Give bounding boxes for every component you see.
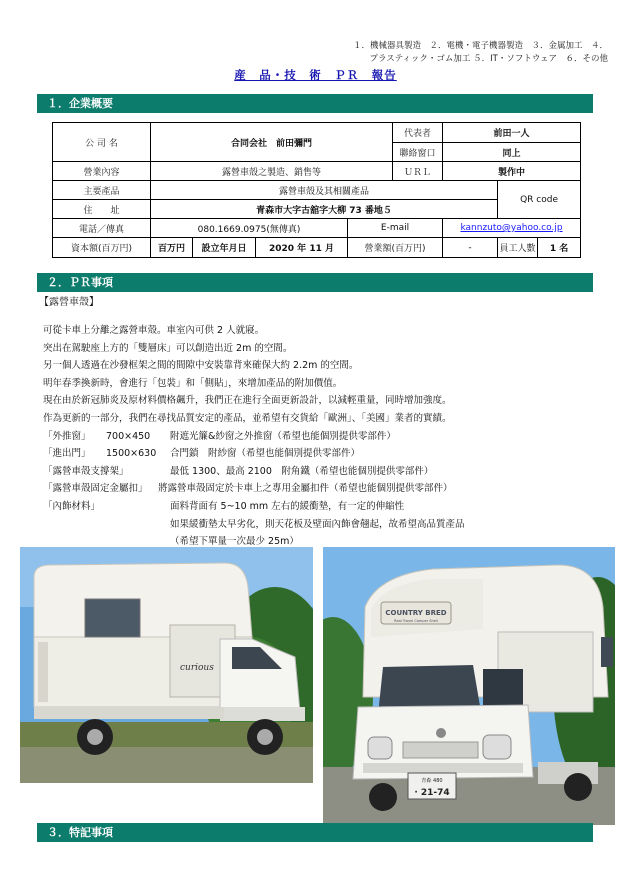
product-spec: 1500×630 (106, 448, 157, 460)
product-spec: 700×450 (106, 430, 151, 442)
qr-code-label: QR code (498, 181, 581, 219)
product-desc: 面料背面有 5~10 mm 左右的緩衝墊，有一定的伸縮性 (170, 500, 405, 512)
product-name: 「內飾材料」 (43, 500, 101, 512)
product-item (43, 428, 603, 446)
employees: 1 名 (538, 238, 581, 258)
pr-subheading: 【露營車殼】 (39, 297, 99, 308)
section-special-notes: ３．特記事項 (37, 823, 593, 842)
address: 青森市大字古舘字大柳 73 番地５ (151, 200, 498, 219)
address-label: 住 址 (53, 200, 151, 219)
section-pr-items: ２．ＰＲ事項 (37, 273, 593, 292)
product-item (43, 480, 603, 498)
product-desc: 附遮光簾&紗窗之外推窗（希望也能個別提供零部件） (170, 430, 396, 442)
contact-label: 聯絡窗口 (393, 143, 443, 162)
products-label: 主要產品 (53, 181, 151, 200)
business-label: 營業內容 (53, 162, 151, 181)
document-title: 産 品・技 術 ＰＲ 報告 (234, 68, 397, 82)
pr-paragraph-line: 明年春季換新時，會進行「包裝」和「側貼」，來增加產品的附加價值。 (43, 377, 343, 389)
product-desc: 合門鎖 附紗窗（希望也能個別提供零部件） (170, 448, 361, 460)
plate-number: · 21-74 (414, 788, 450, 798)
product-desc: 最低 1300、最高 2100 附角鐵（希望也能個別提供零部件） (170, 465, 434, 477)
categories-line-1: １．機械器具製造 ２．電機・電子機器製造 ３．金属加工 ４． (352, 41, 608, 51)
capital: 百万円 (151, 238, 193, 258)
product-item (43, 498, 603, 516)
contact: 同上 (443, 143, 581, 162)
email-label: E-mail (348, 219, 443, 238)
product-name: 「外推窗」 (43, 430, 91, 442)
representative-label: 代表者 (393, 123, 443, 143)
representative: 前田一人 (443, 123, 581, 143)
camper-photo-side (20, 547, 313, 783)
product-extra-line: （希望下單量一次最少 25m） (170, 536, 299, 548)
product-name: 「進出門」 (43, 448, 91, 460)
product-extra-line: 如果緩衝墊太早劣化，則天花板及壁面內飾會翹起，故希望高品質產品 (170, 518, 465, 530)
product-name: 「露營車殼固定金屬扣」 (43, 483, 148, 495)
section-company-overview: １．企業概要 (37, 94, 593, 113)
business-content: 露營車殼之製造、銷售等 (151, 162, 393, 181)
product-item (43, 463, 603, 481)
pr-body (43, 322, 603, 551)
founded: 2020 年 11 月 (256, 238, 348, 258)
pr-paragraph-line: 突出在駕駛座上方的「雙層床」可以創造出近 2m 的空間。 (43, 342, 293, 354)
camper-front-illustration (323, 547, 615, 825)
phone-label: 電話／傳真 (53, 219, 151, 238)
company-info-table (52, 122, 581, 258)
product-desc: 將露營車殼固定於卡車上之專用金屬扣件（希望也能個別提供零部件） (158, 483, 453, 495)
email-address[interactable]: kannzuto@yahoo.co.jp (460, 223, 563, 233)
url-label: ＵＲＬ (393, 162, 443, 181)
revenue-label: 營業額(百万円) (348, 238, 443, 258)
revenue: - (443, 238, 498, 258)
capital-label: 資本額(百万円) (53, 238, 151, 258)
camper-photo-front (323, 547, 615, 825)
camper-decal: curious (180, 663, 214, 673)
company-name-label: 公 司 名 (53, 123, 151, 162)
company-name: 合同会社 前田彌門 (151, 123, 393, 162)
categories-line-2: プラスティック・ゴム加工 ５．IT・ソフトウェア ６．その他 (369, 54, 608, 64)
product-item (43, 445, 603, 463)
email-link[interactable] (443, 219, 581, 238)
pr-paragraph-line: 現在由於新冠肺炎及原材料價格飆升，我們正在進行全面更新設計，以減輕重量，同時增加強度。 (43, 395, 452, 407)
plate-region: 青森 480 (421, 778, 443, 784)
industry-categories (290, 40, 608, 66)
camper-side-illustration (20, 547, 313, 783)
url-value: 製作中 (443, 162, 581, 181)
camper-brand: COUNTRY BRED (385, 609, 447, 617)
camper-brand-sub: Real Travel Camper Shell (394, 619, 438, 623)
pr-paragraph-line: 可從卡車上分離之露營車殼。車室內可供 2 人就寢。 (43, 325, 265, 336)
product-name: 「露營車殼支撐架」 (43, 465, 129, 477)
employees-label: 員工人數 (498, 238, 538, 258)
pr-paragraph-line: 另一個人透過在沙發框架之間的間隙中安裝靠背來確保大約 2.2m 的空間。 (43, 360, 359, 372)
phone-fax: 080.1669.0975(無傳真) (151, 219, 348, 238)
founded-label: 設立年月日 (193, 238, 256, 258)
product-extra (43, 516, 603, 534)
main-products: 露營車殼及其相關產品 (151, 181, 498, 200)
pr-paragraph-line: 作為更新的一部分，我們在尋找品質安定的產品，並希望有交貨給「歐洲」、「美國」業者的實績。 (43, 412, 452, 424)
